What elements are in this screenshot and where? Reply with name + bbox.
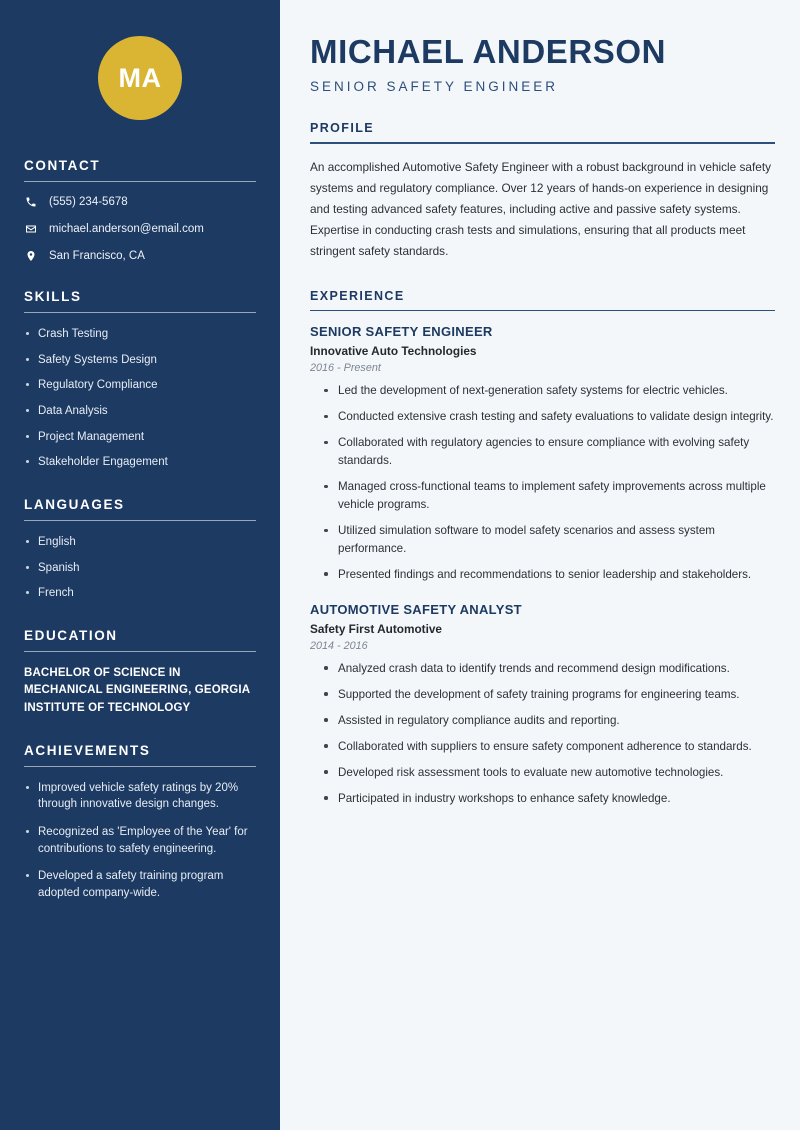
job-dates: 2014 - 2016 [310, 639, 368, 652]
list-item: Stakeholder Engagement [24, 454, 256, 471]
location-pin-icon [24, 249, 38, 263]
sidebar-section-skills [24, 289, 256, 471]
list-item: Led the development of next-generation safety systems for electric vehicles. [324, 382, 775, 400]
achievements-divider [24, 766, 256, 767]
phone-icon [24, 195, 38, 209]
list-item: Utilized simulation software to model safety scenarios and assess system performance. [324, 522, 775, 558]
list-item: Assisted in regulatory compliance audits and reporting. [324, 712, 775, 730]
achievements-heading: ACHIEVEMENTS [24, 742, 151, 758]
job-title: AUTOMOTIVE SAFETY ANALYST [310, 601, 522, 617]
job-role-subtitle: SENIOR SAFETY ENGINEER [310, 79, 559, 95]
list-item: Analyzed crash data to identify trends and recommend design modifications. [324, 660, 775, 678]
list-item: Recognized as 'Employee of the Year' for contributions to safety engineering. [24, 824, 256, 857]
list-item: Project Management [24, 429, 256, 446]
list-item: Conducted extensive crash testing and safety evaluations to validate design integrity. [324, 408, 775, 426]
contact-phone-value: (555) 234-5678 [49, 196, 128, 208]
profile-text: An accomplished Automotive Safety Engineer with a robust background in vehicle safety systems and regulatory compliance. Over 12 years of hands-on experience in designing and testing advanced safety features, including active and passive safety systems. Expertise in conducting crash tests and simulations, ensuring that all products meet stringent safety standards. [310, 159, 771, 258]
list-item: Improved vehicle safety ratings by 20% through innovative design changes. [24, 780, 256, 813]
skills-divider [24, 312, 256, 313]
main-content [280, 0, 800, 1130]
list-item: Supported the development of safety training programs for engineering teams. [324, 686, 775, 704]
contact-heading: CONTACT [24, 158, 101, 173]
job-bullets [310, 382, 775, 584]
contact-row-location[interactable] [24, 249, 256, 263]
list-item: Presented findings and recommendations to senior leadership and stakeholders. [324, 566, 775, 584]
job-title: SENIOR SAFETY ENGINEER [310, 324, 493, 340]
main-section-experience [310, 289, 775, 808]
avatar-initials: MA [118, 62, 162, 93]
profile-divider [310, 142, 775, 144]
sidebar [0, 0, 280, 1130]
sidebar-section-education [24, 628, 256, 717]
list-item: Safety Systems Design [24, 352, 256, 369]
list-item: French [24, 585, 256, 602]
list-item: Crash Testing [24, 326, 256, 343]
profile-heading: PROFILE [310, 121, 374, 136]
languages-heading: LANGUAGES [24, 497, 125, 513]
job-bullets [310, 660, 775, 808]
experience-divider [310, 310, 775, 312]
skills-list [24, 326, 256, 471]
experience-heading: EXPERIENCE [310, 288, 405, 303]
education-entry: BACHELOR OF SCIENCE IN MECHANICAL ENGINEERING, GEORGIA INSTITUTE OF TECHNOLOGY [24, 667, 250, 714]
languages-divider [24, 520, 256, 521]
job-company: Safety First Automotive [310, 621, 442, 636]
list-item: Spanish [24, 560, 256, 577]
contact-row-phone[interactable] [24, 195, 256, 209]
list-item: English [24, 534, 256, 551]
education-divider [24, 651, 256, 652]
contact-location-value: San Francisco, CA [49, 250, 145, 262]
languages-list [24, 534, 256, 602]
envelope-icon [24, 222, 38, 236]
sidebar-section-languages [24, 497, 256, 602]
list-item: Developed risk assessment tools to evaluate new automotive technologies. [324, 764, 775, 782]
avatar [98, 36, 182, 120]
contact-row-email[interactable] [24, 222, 256, 236]
sidebar-section-contact [24, 158, 256, 263]
list-item: Developed a safety training program adopted company-wide. [24, 868, 256, 901]
contact-email-value: michael.anderson@email.com [49, 223, 204, 235]
experience-entry [310, 602, 775, 808]
page-title: MICHAEL ANDERSON [310, 33, 667, 70]
list-item: Collaborated with suppliers to ensure safety component adherence to standards. [324, 738, 775, 756]
job-dates: 2016 - Present [310, 362, 381, 375]
sidebar-section-achievements [24, 743, 256, 902]
list-item: Participated in industry workshops to enhance safety knowledge. [324, 790, 775, 808]
achievements-list [24, 780, 256, 902]
list-item: Data Analysis [24, 403, 256, 420]
avatar-container [24, 0, 256, 158]
main-section-profile [310, 121, 775, 261]
list-item: Managed cross-functional teams to implement safety improvements across multiple vehicle programs. [324, 478, 775, 514]
list-item: Regulatory Compliance [24, 377, 256, 394]
education-heading: EDUCATION [24, 628, 118, 644]
skills-heading: SKILLS [24, 289, 82, 304]
job-company: Innovative Auto Technologies [310, 344, 477, 359]
contact-divider [24, 181, 256, 182]
list-item: Collaborated with regulatory agencies to ensure compliance with evolving safety standards. [324, 434, 775, 470]
experience-entry [310, 324, 775, 584]
